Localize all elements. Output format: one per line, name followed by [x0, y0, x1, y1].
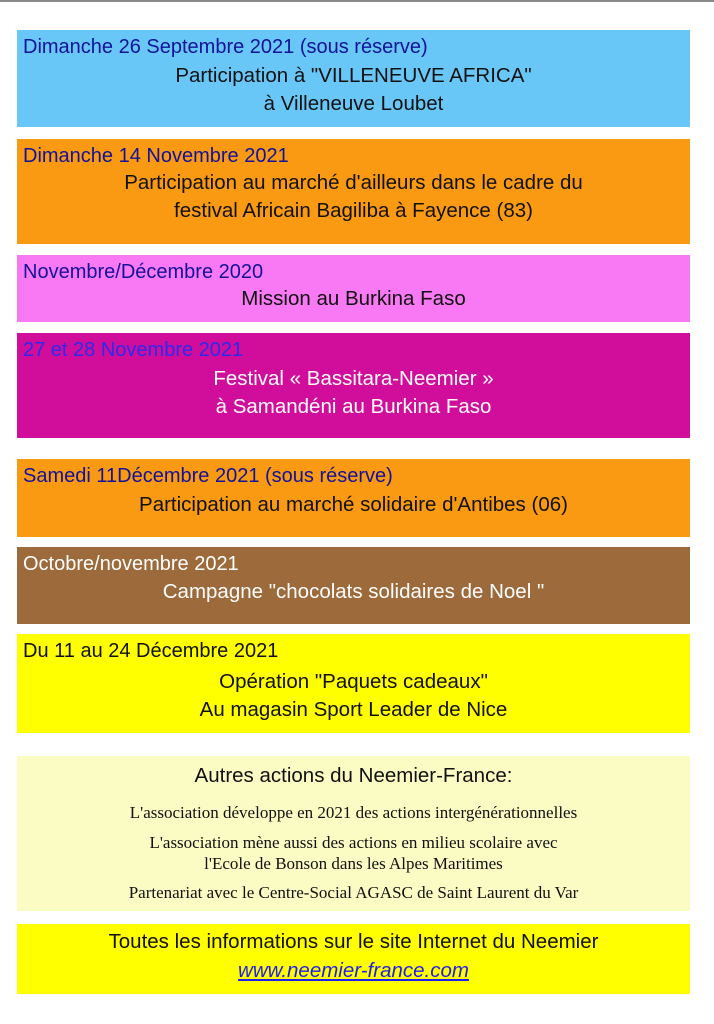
other-actions-heading: Autres actions du Neemier-France:	[194, 764, 513, 787]
website-link[interactable]: www.neemier-france.com	[238, 959, 469, 982]
action-item: L'association développe en 2021 des actions intergénérationnelles	[129, 803, 578, 822]
event-date: Novembre/Décembre 2020	[23, 261, 264, 283]
event-description	[17, 62, 690, 118]
info-text: Toutes les informations sur le site Internet du Neemier	[108, 930, 599, 953]
event-description-line: à Samandéni au Burkina Faso	[215, 395, 492, 418]
action-item: L'association mène aussi des actions en milieu scolaire avec	[149, 833, 558, 852]
info-panel	[17, 924, 690, 994]
event-description	[17, 491, 690, 519]
action-item: l'Ecole de Bonson dans les Alpes Maritimes	[204, 854, 503, 873]
event-description-line: Participation au marché solidaire d'Antibes (06)	[139, 493, 568, 516]
event-description-line: Participation à "VILLENEUVE AFRICA"	[175, 64, 532, 87]
event-card-chocolats	[17, 547, 690, 624]
event-description-line: Mission au Burkina Faso	[241, 287, 466, 310]
event-description	[17, 365, 690, 421]
event-card-mission-burkina	[17, 255, 690, 322]
event-card-villeneuve-africa	[17, 30, 690, 127]
event-date: Dimanche 14 Novembre 2021	[23, 145, 289, 167]
event-date: 27 et 28 Novembre 2021	[23, 339, 244, 361]
event-card-paquets-cadeaux	[17, 634, 690, 733]
event-description	[17, 668, 690, 724]
event-date: Dimanche 26 Septembre 2021 (sous réserve)	[23, 36, 428, 58]
event-description-line: Opération "Paquets cadeaux"	[219, 670, 488, 693]
event-card-marche-antibes	[17, 459, 690, 537]
event-description-line: à Villeneuve Loubet	[263, 92, 444, 115]
event-description	[17, 578, 690, 606]
event-description-line: Campagne "chocolats solidaires de Noel "	[162, 580, 545, 603]
event-date: Samedi 11Décembre 2021 (sous réserve)	[23, 465, 393, 487]
event-description-line: festival Africain Bagiliba à Fayence (83)	[174, 199, 533, 222]
event-description-line: Au magasin Sport Leader de Nice	[199, 698, 508, 721]
event-description	[17, 285, 690, 313]
top-border	[0, 0, 714, 2]
other-actions-panel	[17, 756, 690, 911]
event-card-marche-ailleurs	[17, 139, 690, 244]
event-date: Du 11 au 24 Décembre 2021	[23, 640, 279, 662]
event-description-line: Festival « Bassitara-Neemier »	[213, 367, 494, 390]
action-item: Partenariat avec le Centre-Social AGASC de Saint Laurent du Var	[128, 883, 579, 902]
event-description	[17, 169, 690, 225]
event-date: Octobre/novembre 2021	[23, 553, 239, 575]
event-card-festival-bassitara	[17, 333, 690, 438]
event-description-line: Participation au marché d'ailleurs dans le cadre du	[124, 171, 583, 194]
